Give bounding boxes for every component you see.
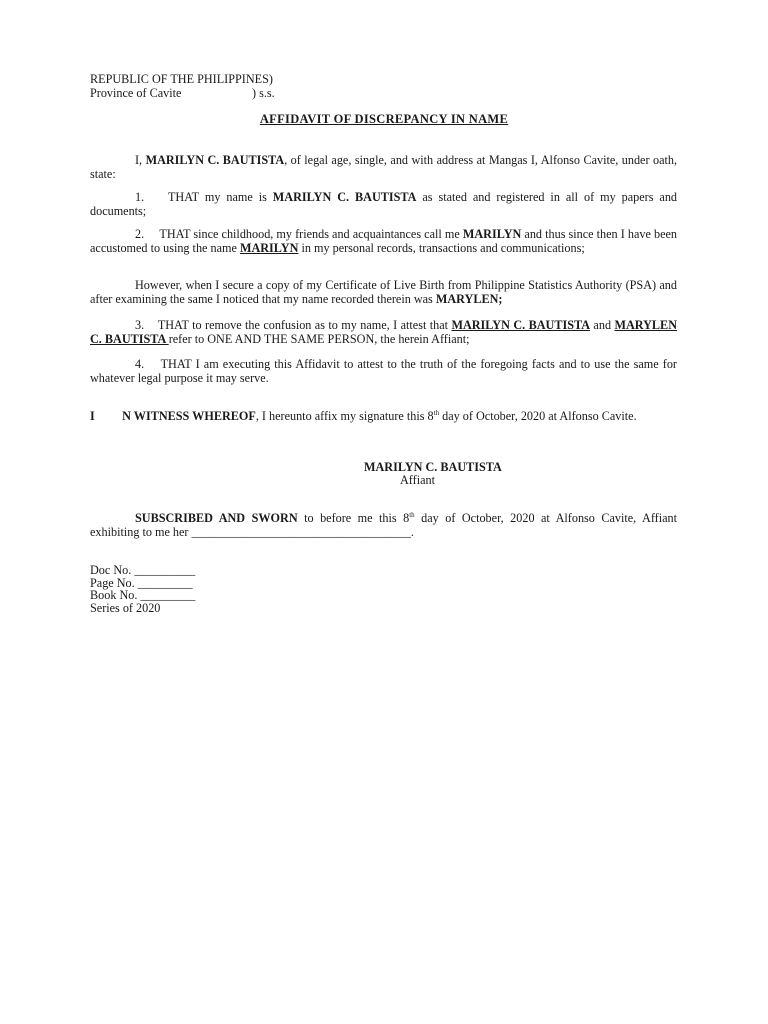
clause-2 bbox=[90, 227, 677, 255]
witness-text-a: , I hereunto affix my signature this 8 bbox=[255, 409, 434, 423]
header-province bbox=[90, 86, 275, 100]
jurat-lead: SUBSCRIBED AND SWORN bbox=[135, 511, 298, 525]
clause-4 bbox=[90, 357, 677, 385]
header-province-label: Province of Cavite bbox=[90, 86, 182, 100]
psa-name: MARYLEN; bbox=[435, 292, 503, 306]
notary-doc-no: Doc No. __________ bbox=[90, 563, 196, 577]
clause-2-text-c: in my personal records, transactions and communications; bbox=[298, 241, 585, 255]
clause-2-name-1: MARILYN bbox=[462, 227, 522, 241]
jurat-ordinal: th bbox=[409, 511, 415, 519]
witness-paragraph bbox=[90, 409, 677, 423]
document-title: AFFIDAVIT OF DISCREPANCY IN NAME bbox=[259, 112, 509, 126]
clause-2-text-b: and thus since then I have been accustomed to using the name bbox=[90, 227, 678, 255]
witness-ordinal: th bbox=[433, 409, 440, 417]
clause-1-text-a: 1. THAT my name is bbox=[135, 190, 273, 204]
intro-text-b: , of legal age, single, and with address at Mangas I, Alfonso Cavite, under oath, state: bbox=[90, 153, 678, 181]
clause-1-text-b: as stated and registered in all of my papers and documents; bbox=[90, 190, 678, 218]
notary-book-no: Book No. _________ bbox=[90, 588, 196, 602]
witness-text-b: day of October, 2020 at Alfonso Cavite. bbox=[439, 409, 637, 423]
clause-3-name-1: MARILYN C. BAUTISTA bbox=[451, 318, 591, 332]
jurat-paragraph bbox=[90, 511, 677, 539]
clause-2-text-a: 2. THAT since childhood, my friends and acquaintances call me bbox=[135, 227, 463, 241]
signature-role: Affiant bbox=[400, 473, 435, 487]
psa-paragraph bbox=[90, 278, 677, 306]
signature-name: MARILYN C. BAUTISTA bbox=[364, 460, 502, 474]
jurat-text-b: day of October, 2020 at Alfonso Cavite, Affiant exhibiting to me her ____________________________________. bbox=[90, 511, 678, 539]
clause-3-text-b: and bbox=[590, 318, 615, 332]
header-ss: ) s.s. bbox=[252, 86, 275, 100]
affiant-name: MARILYN C. BAUTISTA bbox=[145, 153, 285, 167]
witness-lead: I N WITNESS WHEREOF bbox=[90, 409, 256, 423]
clause-2-name-2: MARILYN bbox=[239, 241, 299, 255]
clause-4-text: 4. THAT I am executing this Affidavit to attest to the truth of the foregoing facts and to use the same for whatever legal purpose it may serve. bbox=[90, 357, 677, 385]
clause-3 bbox=[90, 318, 677, 346]
clause-1-name: MARILYN C. BAUTISTA bbox=[272, 190, 417, 204]
jurat-text-a: to before me this 8 bbox=[297, 511, 410, 525]
notary-page-no: Page No. _________ bbox=[90, 576, 193, 590]
intro-text-a: I, bbox=[135, 153, 146, 167]
clause-1 bbox=[90, 190, 677, 218]
clause-3-text-a: 3. THAT to remove the confusion as to my name, I attest that bbox=[135, 318, 452, 332]
clause-3-name-2: MARYLEN C. BAUTISTA bbox=[90, 318, 677, 346]
clause-3-text-c: refer to ONE AND THE SAME PERSON, the herein Affiant; bbox=[168, 332, 470, 346]
notary-series: Series of 2020 bbox=[90, 601, 161, 615]
intro-paragraph bbox=[90, 153, 677, 181]
psa-text: However, when I secure a copy of my Certificate of Live Birth from Philippine Statistics Authority (PSA) and after examining the same I noticed that my name recorded therein was bbox=[90, 278, 677, 306]
header-republic: REPUBLIC OF THE PHILIPPINES) bbox=[90, 72, 273, 86]
